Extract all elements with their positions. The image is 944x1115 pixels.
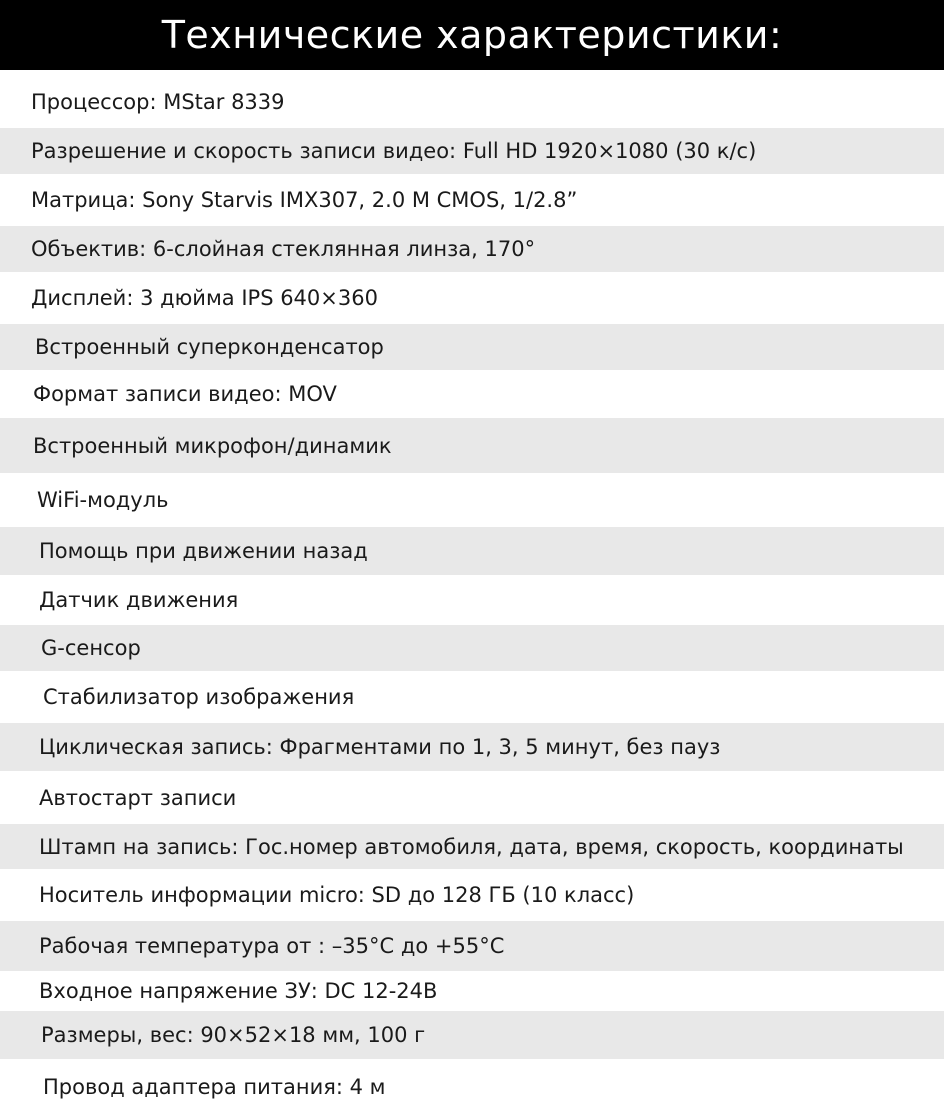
spec-text: Стабилизатор изображения — [43, 685, 355, 709]
spec-text: WiFi-модуль — [37, 488, 169, 512]
spec-text: Встроенный микрофон/динамик — [33, 433, 392, 458]
spec-text: Автостарт записи — [39, 785, 237, 810]
spec-row — [0, 473, 944, 527]
spec-text: Процессор: MStar 8339 — [31, 90, 285, 114]
spec-row — [0, 671, 944, 723]
spec-row — [0, 824, 944, 869]
spec-text: Циклическая запись: Фрагментами по 1, 3, 5 минут, без пауз — [39, 735, 721, 759]
spec-row — [0, 1059, 944, 1115]
spec-text: Дисплей: 3 дюйма IPS 640×360 — [31, 286, 378, 310]
spec-row — [0, 771, 944, 824]
spec-text: Формат записи видео: MOV — [33, 382, 337, 406]
spec-text: Провод адаптера питания: 4 м — [43, 1075, 386, 1099]
spec-text: Помощь при движении назад — [39, 539, 368, 563]
spec-row — [0, 226, 944, 272]
spec-text: Размеры, вес: 90×52×18 мм, 100 г — [41, 1023, 426, 1047]
spec-text: Разрешение и скорость записи видео: Full HD 1920×1080 (30 к/с) — [31, 139, 757, 163]
spec-row — [0, 869, 944, 921]
spec-row — [0, 76, 944, 128]
spec-row — [0, 723, 944, 771]
spec-row — [0, 625, 944, 671]
spec-row — [0, 971, 944, 1011]
spec-text: Входное напряжение ЗУ: DC 12-24В — [39, 979, 438, 1003]
page-title: Технические характеристики: — [0, 0, 944, 70]
spec-text: Датчик движения — [39, 588, 239, 612]
spec-text: Встроенный суперконденсатор — [35, 335, 384, 359]
spec-text: Объектив: 6-слойная стеклянная линза, 170° — [31, 237, 536, 261]
spec-row — [0, 418, 944, 473]
spec-row — [0, 370, 944, 418]
spec-row — [0, 1011, 944, 1059]
spec-text: G-сенсор — [41, 636, 141, 660]
spec-text: Носитель информации micro: SD до 128 ГБ (10 класс) — [39, 883, 635, 907]
spec-row — [0, 174, 944, 226]
spec-row — [0, 921, 944, 971]
spec-text: Штамп на запись: Гос.номер автомобиля, дата, время, скорость, координаты — [39, 834, 904, 859]
spec-row — [0, 324, 944, 370]
spec-row — [0, 575, 944, 625]
spec-row — [0, 527, 944, 575]
spec-text: Матрица: Sony Starvis IMX307, 2.0 M CMOS, 1/2.8” — [31, 188, 578, 212]
spec-row — [0, 128, 944, 174]
spec-row — [0, 272, 944, 324]
spec-text: Рабочая температура от : –35°С до +55°С — [39, 934, 505, 958]
